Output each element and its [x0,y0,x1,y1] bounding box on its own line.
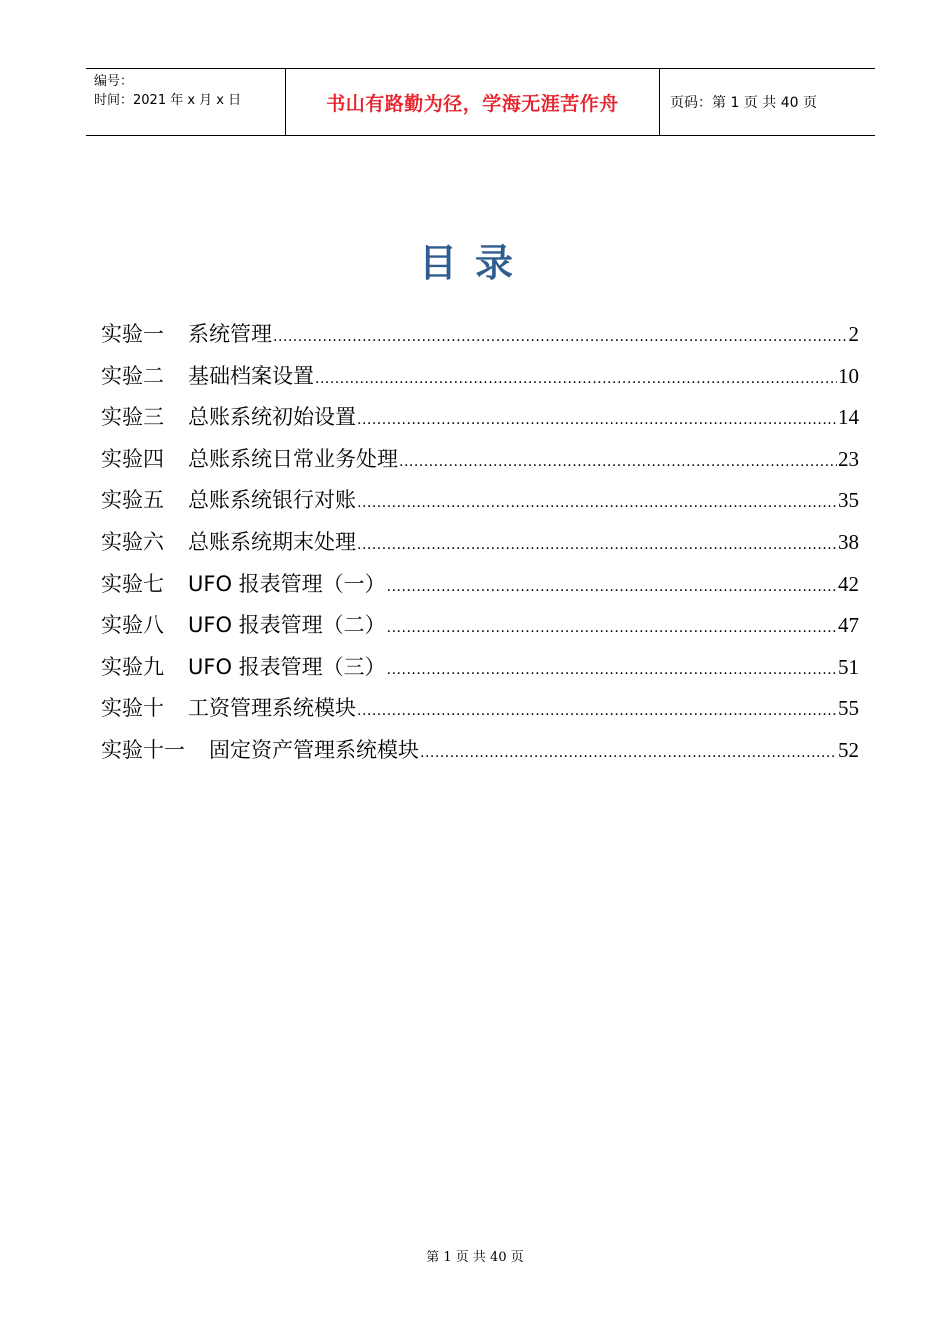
toc-entry-title: 总账系统初始设置 [188,405,356,430]
toc-dot-leader [357,412,837,428]
toc-entry-number: 实验四 [101,446,164,471]
toc-entry-number: 实验十一 [101,737,185,762]
toc-entry[interactable] [101,484,859,526]
time-label: 时间：2021 年 x 月 x 日 [94,93,242,108]
toc-entry[interactable] [101,568,859,610]
toc-entry-title: 固定资产管理系统模块 [209,737,419,762]
toc-dot-leader [420,745,837,761]
toc-entry-page: 42 [838,571,859,596]
toc-entry-title: UFO 报表管理（三） [188,654,386,679]
toc-entry-page: 2 [848,322,859,346]
toc-entry[interactable] [101,360,859,402]
toc-entry-page: 51 [838,654,859,679]
toc-entry-title: 工资管理系统模块 [188,696,356,721]
header-page-info: 页码：第 1 页 共 40 页 [670,95,817,111]
toc-entry-number: 实验九 [101,654,164,679]
table-of-contents [101,318,859,776]
toc-entry-number: 实验六 [101,529,164,554]
toc-entry-title: 基础档案设置 [188,363,314,388]
header-page-cell [660,69,875,135]
toc-entry-title: 总账系统日常业务处理 [188,446,398,471]
toc-entry-page: 23 [838,446,859,471]
toc-entry-title: 系统管理 [188,322,272,346]
toc-entry-page: 38 [838,529,859,554]
toc-dot-leader [399,454,837,470]
toc-entry-number: 实验五 [101,488,164,513]
toc-entry-page: 55 [838,696,859,721]
toc-entry-title: UFO 报表管理（二） [188,613,386,638]
toc-entry[interactable] [101,401,859,443]
toc-entry[interactable] [101,318,859,360]
toc-entry[interactable] [101,692,859,734]
toc-entry[interactable] [101,734,859,776]
page-footer: 第 1 页 共 40 页 [426,1250,524,1265]
toc-entry-page: 14 [838,405,859,430]
toc-entry[interactable] [101,526,859,568]
toc-dot-leader [387,620,837,636]
toc-entry-page: 47 [838,613,859,638]
toc-entry-title: UFO 报表管理（一） [188,571,386,596]
toc-entry-number: 实验三 [101,405,164,430]
toc-entry-number: 实验一 [101,322,164,346]
toc-entry[interactable] [101,651,859,693]
header-motto: 书山有路勤为径，学海无涯苦作舟 [326,92,619,115]
toc-entry[interactable] [101,609,859,651]
toc-entry-number: 实验二 [101,363,164,388]
toc-dot-leader [273,329,848,345]
toc-dot-leader [315,371,837,387]
toc-dot-leader [357,703,837,719]
toc-entry-title: 总账系统银行对账 [188,488,356,513]
toc-dot-leader [387,662,837,678]
page-title: 目录 [418,241,531,285]
header-motto-cell [286,69,660,135]
toc-entry-page: 52 [838,737,859,762]
toc-entry-number: 实验七 [101,571,164,596]
page-header [86,68,875,136]
toc-entry-number: 实验十 [101,696,164,721]
toc-dot-leader [357,537,837,553]
header-meta [86,69,286,135]
toc-dot-leader [387,579,837,595]
toc-entry-title: 总账系统期末处理 [188,529,356,554]
toc-entry-page: 10 [838,363,859,388]
toc-entry[interactable] [101,443,859,485]
toc-entry-page: 35 [838,488,859,513]
number-label: 编号： [94,74,134,89]
toc-dot-leader [357,495,837,511]
toc-entry-number: 实验八 [101,613,164,638]
